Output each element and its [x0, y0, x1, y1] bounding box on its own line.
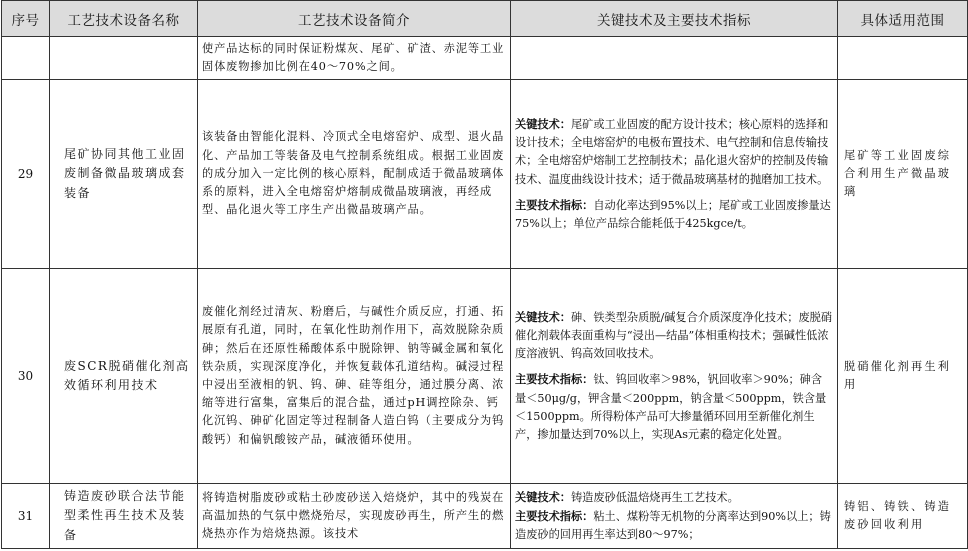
row-key-technology [511, 37, 838, 80]
row-description: 将铸造树脂废砂或粘土砂废砂送入焙烧炉，其中的残炭在高温加热的气氛中燃烧殆尽，实现废砂再生，所产生的燃烧热亦作为焙烧热源。该技术 [198, 484, 511, 549]
header-index: 序号 [2, 1, 50, 37]
header-description: 工艺技术设备简介 [198, 1, 511, 37]
main-indicators-paragraph [515, 370, 833, 444]
row-key-technology [511, 269, 838, 484]
table-row [2, 37, 968, 80]
row-index: 31 [2, 484, 50, 549]
main-indicators-text: 钛、钨回收率＞98%，钒回收率＞90%；砷含量＜50μg/g，钾含量＜200ppm，钠含量＜500ppm，铁含量＜1500ppm。所得粉体产品可大掺量循环回用至新催化剂生产，掺加量达到70%以上，实现As元素的稳定化处置。 [515, 373, 827, 441]
table-row [2, 269, 968, 484]
row-name [50, 37, 198, 80]
row-name: 铸造废砂联合法节能型柔性再生技术及装备 [50, 484, 198, 549]
key-technology-text: 铸造废砂低温焙烧再生工艺技术。 [570, 490, 739, 504]
key-technology-text: 砷、铁类型杂质脱/碱复合介质深度净化技术；废脱硝催化剂载体表面重构与“浸出—结晶”体相重构技术；强碱性低浓度溶液钒、钨高效回收技术。 [515, 310, 833, 361]
key-technology-text: 尾矿或工业固废的配方设计技术；核心原料的选择和设计技术；全电熔窑炉的电极布置技术、电气控制和信息传输技术；全电熔窑炉熔制工艺控制技术；晶化退火窑炉的控制及传输技术、温度曲线设计技术；适于微晶玻璃基材的抛磨加工技术。 [515, 117, 829, 186]
key-technology-label: 关键技术： [515, 309, 571, 324]
key-technology-label: 关键技术： [515, 489, 571, 504]
key-technology-label: 关键技术： [515, 116, 571, 131]
technology-table [1, 0, 968, 549]
main-indicators-paragraph [515, 196, 833, 233]
row-scope: 尾矿等工业固废综合利用生产微晶玻璃 [838, 80, 968, 269]
row-description: 使产品达标的同时保证粉煤灰、尾矿、矿渣、赤泥等工业固体废物掺加比例在40～70%之间。 [198, 37, 511, 80]
row-key-technology [511, 80, 838, 269]
row-scope: 铸铝、铸铁、铸造废砂回收利用 [838, 484, 968, 549]
table-header-row [2, 1, 968, 37]
main-indicators-paragraph [515, 507, 833, 544]
header-scope: 具体适用范围 [838, 1, 968, 37]
main-indicators-text: 自动化率达到95%以上；尾矿或工业固废掺量达75%以上；单位产品综合能耗低于425kgce/t。 [515, 198, 831, 230]
table-row [2, 484, 968, 549]
row-description: 废催化剂经过清灰、粉磨后，与碱性介质反应，打通、拓展原有孔道，同时，在氧化性助剂作用下，高效脱除杂质砷；然后在还原性稀酸体系中脱除钾、钠等碱金属和氧化铁杂质，实现深度净化，并恢复载体孔道结构。碱浸过程中浸出至液相的钒、钨、砷、硅等组分，通过膜分离、浓缩等进行富集，富集后的混合盐，通过pH调控除杂、钙化沉钨、砷矿化固定等过程制备人造白钨（主要成分为钨酸钙）和偏钒酸铵产品，碱液循环使用。 [198, 269, 511, 484]
header-name: 工艺技术设备名称 [50, 1, 198, 37]
header-key-technology: 关键技术及主要技术指标 [511, 1, 838, 37]
main-indicators-label: 主要技术指标： [515, 197, 594, 212]
key-technology-paragraph [515, 488, 833, 507]
row-name: 废SCR脱硝催化剂高效循环利用技术 [50, 269, 198, 484]
main-indicators-label: 主要技术指标： [515, 372, 594, 387]
row-name: 尾矿协同其他工业固废制备微晶玻璃成套装备 [50, 80, 198, 269]
main-indicators-label: 主要技术指标： [515, 508, 594, 523]
row-description: 该装备由智能化混料、冷顶式全电熔窑炉、成型、退火晶化、产品加工等装备及电气控制系统组成。根据工业固废的成分加入一定比例的核心原料，配制成适于微晶玻璃体系的原料，进入全电熔窑炉熔制成微晶玻璃液，再经成型、晶化退火等工序生产出微晶玻璃产品。 [198, 80, 511, 269]
row-index: 29 [2, 80, 50, 269]
row-scope: 脱硝催化剂再生利用 [838, 269, 968, 484]
table-row [2, 80, 968, 269]
row-index [2, 37, 50, 80]
row-key-technology [511, 484, 838, 549]
key-technology-paragraph [515, 115, 833, 189]
main-indicators-text: 粘土、煤粉等无机物的分离率达到90%以上；铸造废砂的回用再生率达到80～97%； [515, 509, 831, 542]
row-scope [838, 37, 968, 80]
key-technology-paragraph [515, 308, 833, 364]
row-index: 30 [2, 269, 50, 484]
